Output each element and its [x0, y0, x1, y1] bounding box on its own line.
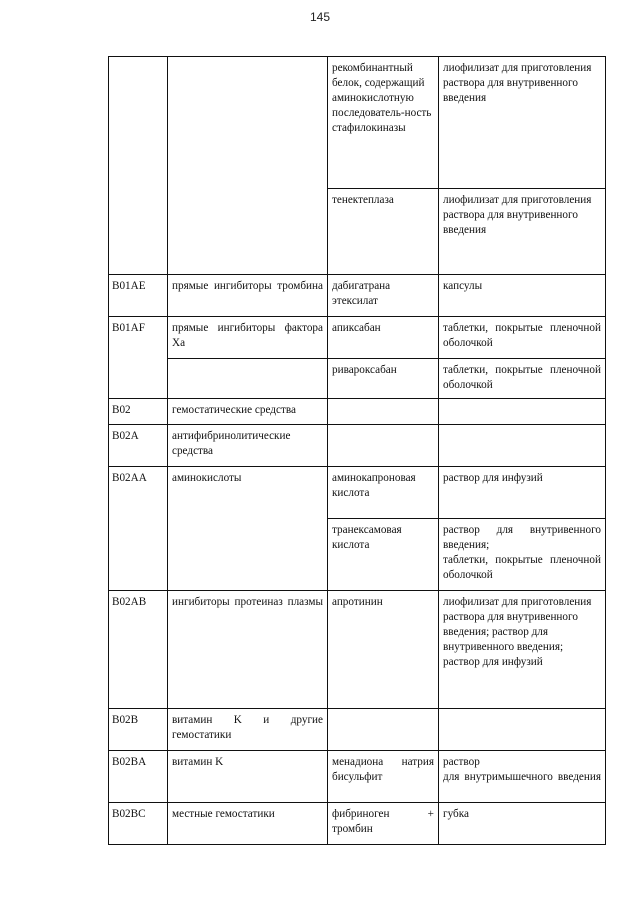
dosage-form-cell: таблетки, покрытые пленочной оболочкой	[439, 317, 606, 359]
group-cell: витамин K и другие гемостатики	[168, 709, 328, 751]
dosage-form-cell: лиофилизат для приготовления раствора для внутривенного введения	[439, 189, 606, 275]
dosage-form-line: таблетки, покрытые пленочной оболочкой	[443, 554, 601, 581]
atc-code-cell: B01AE	[109, 275, 168, 317]
dosage-form-cell: лиофилизат для приготовления раствора для внутривенного введения	[439, 57, 606, 189]
dosage-form-cell: капсулы	[439, 275, 606, 317]
atc-code-cell	[109, 57, 168, 275]
drug-name-cell: тенектеплаза	[328, 189, 439, 275]
atc-code-cell: B02BC	[109, 803, 168, 845]
atc-code-cell: B02AA	[109, 467, 168, 591]
group-cell: прямые ингибиторы тромбина	[168, 275, 328, 317]
drug-name-cell	[328, 399, 439, 425]
drug-name-cell: аминокапроновая кислота	[328, 467, 439, 519]
table-row	[109, 803, 606, 845]
atc-code-cell: B02A	[109, 425, 168, 467]
group-cell: антифибринолитические средства	[168, 425, 328, 467]
group-cell: прямые ингибиторы фактора Ха	[168, 317, 328, 359]
table-row	[109, 399, 606, 425]
drug-name-cell: рекомбинантный белок, содержащий аминокислотную последователь-ность стафилокиназы	[328, 57, 439, 189]
table-row	[109, 751, 606, 803]
drug-table	[108, 56, 606, 845]
group-cell: витамин K	[168, 751, 328, 803]
atc-code-cell: B02	[109, 399, 168, 425]
dosage-form-cell	[439, 399, 606, 425]
dosage-form-cell: губка	[439, 803, 606, 845]
group-cell: гемостатические средства	[168, 399, 328, 425]
dosage-form-cell	[439, 425, 606, 467]
dosage-form-cell: лиофилизат для приготовления раствора для внутривенного введения; раствор для внутривенного введения; раствор для инфузий	[439, 591, 606, 709]
group-cell	[168, 359, 328, 399]
page-number: 145	[309, 10, 331, 24]
table-row	[109, 591, 606, 709]
drug-name-cell: апротинин	[328, 591, 439, 709]
group-cell: ингибиторы протеиназ плазмы	[168, 591, 328, 709]
table-row	[109, 57, 606, 189]
drug-name-cell: ривароксабан	[328, 359, 439, 399]
table-row	[109, 359, 606, 399]
drug-name-cell: фибриноген + тромбин	[328, 803, 439, 845]
table-row	[109, 275, 606, 317]
dosage-form-cell	[439, 709, 606, 751]
dosage-form-line: раствор	[443, 756, 480, 768]
drug-name-cell	[328, 425, 439, 467]
group-cell: аминокислоты	[168, 467, 328, 591]
dosage-form-cell	[439, 519, 606, 591]
dosage-form-cell	[439, 751, 606, 803]
group-cell	[168, 57, 328, 275]
table-row	[109, 709, 606, 751]
drug-name-cell: дабигатрана этексилат	[328, 275, 439, 317]
atc-code-cell: B02BA	[109, 751, 168, 803]
table-row	[109, 467, 606, 519]
dosage-form-cell: таблетки, покрытые пленочной оболочкой	[439, 359, 606, 399]
dosage-form-cell: раствор для инфузий	[439, 467, 606, 519]
table-row	[109, 425, 606, 467]
dosage-form-line: раствор для внутривенного введения;	[443, 524, 601, 551]
drug-name-cell	[328, 709, 439, 751]
atc-code-cell: B02AB	[109, 591, 168, 709]
atc-code-cell: B01AF	[109, 317, 168, 399]
dosage-form-line: для внутримышечного введения	[443, 771, 601, 783]
drug-name-cell: транексамовая кислота	[328, 519, 439, 591]
table-row	[109, 317, 606, 359]
group-cell: местные гемостатики	[168, 803, 328, 845]
atc-code-cell: B02B	[109, 709, 168, 751]
drug-name-cell: апиксабан	[328, 317, 439, 359]
drug-name-cell: менадиона натрия бисульфит	[328, 751, 439, 803]
